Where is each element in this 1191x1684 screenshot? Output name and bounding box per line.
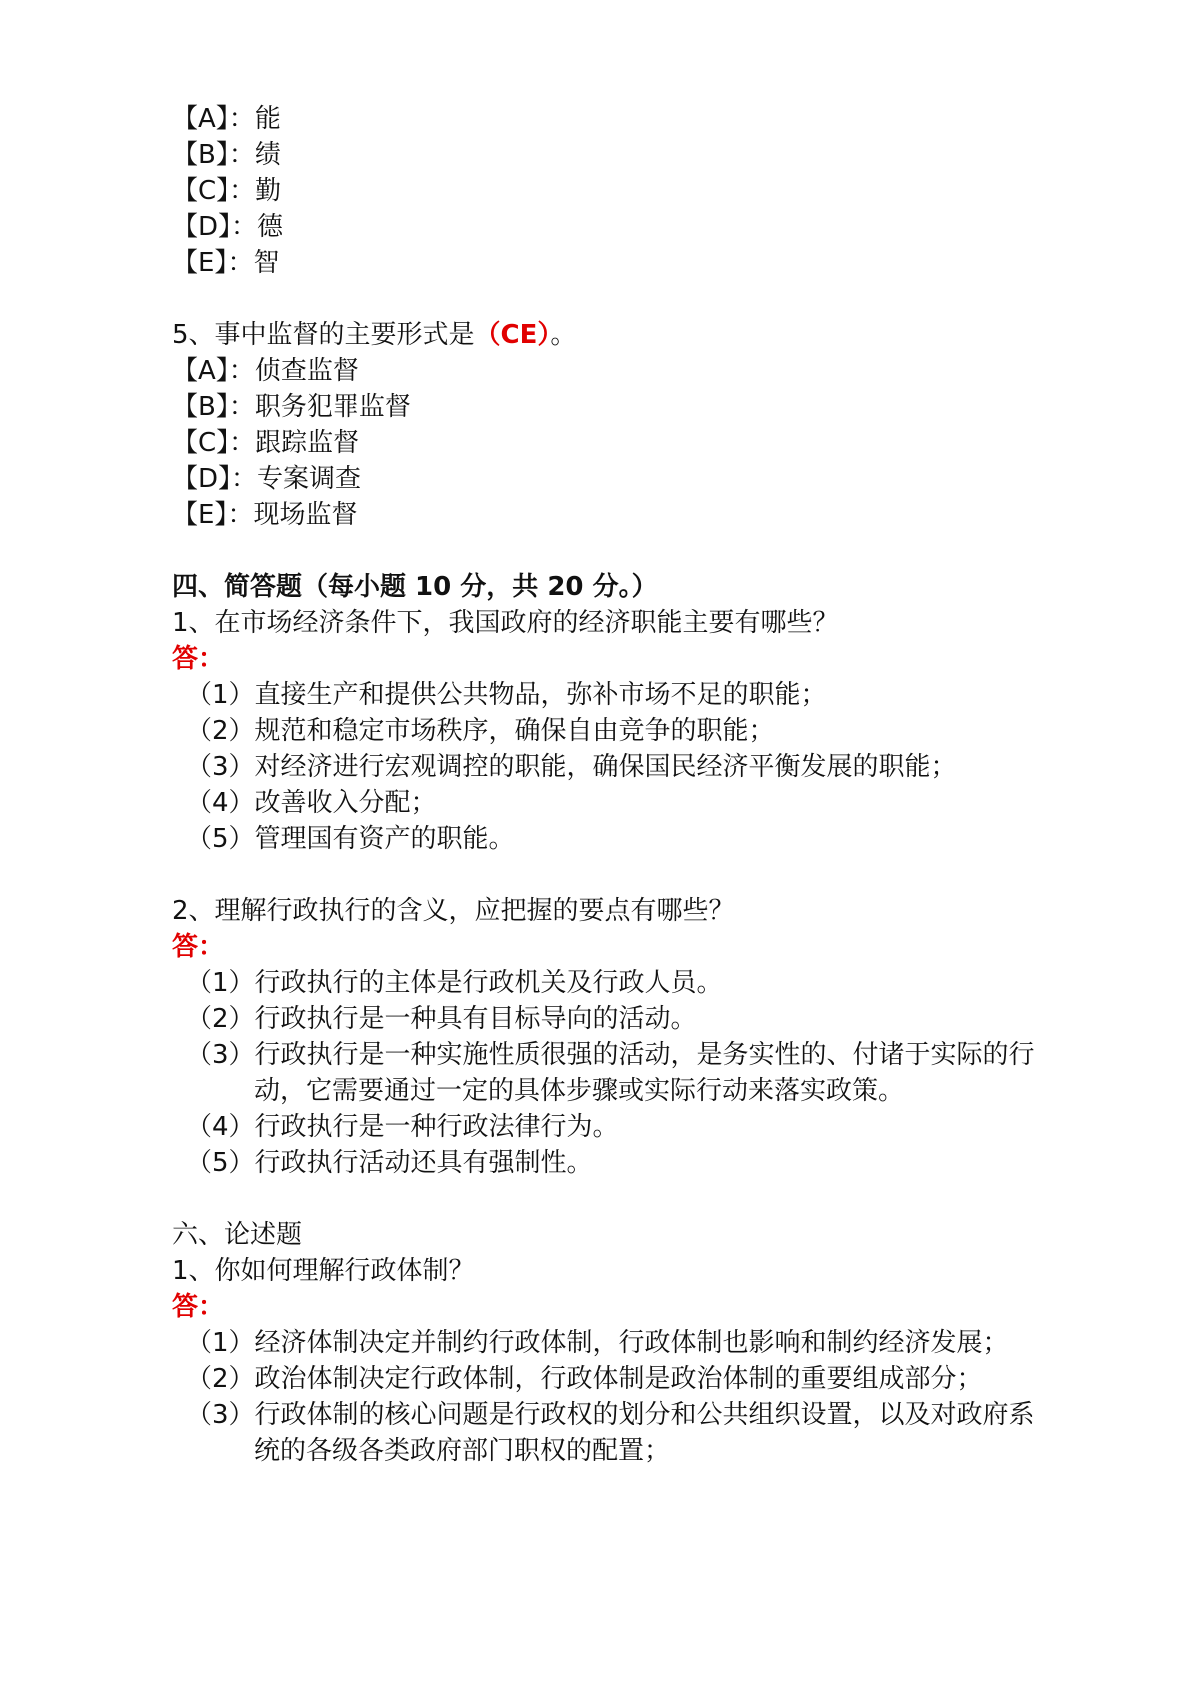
q5-answer: （CE） [474,320,551,350]
s4-q2-item-3: （3）行政执行是一种实施性质很强的活动，是务实性的、付诸于实际的行 [186,1040,1035,1070]
q5-option-e: 【E】：现场监督 [172,500,358,530]
section-6-heading: 六、论述题 [172,1220,303,1250]
s4-q2-item-1: （1）行政执行的主体是行政机关及行政人员。 [186,968,723,998]
s4-q2-item-4: （4）行政执行是一种行政法律行为。 [186,1112,619,1142]
s4-q1-answer-label: 答： [172,644,225,674]
q4-option-b: 【B】：绩 [172,140,281,170]
s6-q1-item-3: （3）行政体制的核心问题是行政权的划分和公共组织设置，以及对政府系 [186,1400,1035,1430]
s4-q2-item-3-continued: 动，它需要通过一定的具体步骤或实际行动来落实政策。 [254,1076,905,1106]
s4-q2-question: 2、理解行政执行的含义，应把握的要点有哪些？ [172,896,735,926]
s4-q2-item-5: （5）行政执行活动还具有强制性。 [186,1148,593,1178]
q5-option-b: 【B】：职务犯罪监督 [172,392,411,422]
s4-q2-item-2: （2）行政执行是一种具有目标导向的活动。 [186,1004,697,1034]
q4-option-c: 【C】：勤 [172,176,282,206]
q4-option-a: 【A】：能 [172,104,281,134]
s4-q1-question: 1、在市场经济条件下，我国政府的经济职能主要有哪些？ [172,608,839,638]
s6-q1-item-3-continued: 统的各级各类政府部门职权的配置； [254,1436,671,1466]
q5-option-c: 【C】：跟踪监督 [172,428,360,458]
s4-q1-item-4: （4）改善收入分配； [186,788,437,818]
q4-option-d: 【D】：德 [172,212,284,242]
s6-q1-answer-label: 答： [172,1292,225,1322]
q5-option-d: 【D】：专案调查 [172,464,362,494]
s4-q1-item-2: （2）规范和稳定市场秩序，确保自由竞争的职能； [186,716,775,746]
s4-q2-answer-label: 答： [172,932,225,962]
s4-q1-item-5: （5）管理国有资产的职能。 [186,824,515,854]
s6-q1-item-1: （1）经济体制决定并制约行政体制，行政体制也影响和制约经济发展； [186,1328,1009,1358]
q5-option-a: 【A】：侦查监督 [172,356,359,386]
q5-question: 5、事中监督的主要形式是（CE）。 [172,320,577,350]
s6-q1-item-2: （2）政治体制决定行政体制，行政体制是政治体制的重要组成部分； [186,1364,983,1394]
s4-q1-item-1: （1）直接生产和提供公共物品，弥补市场不足的职能； [186,680,827,710]
q4-option-e: 【E】：智 [172,248,280,278]
s4-q1-item-3: （3）对经济进行宏观调控的职能，确保国民经济平衡发展的职能； [186,752,957,782]
s6-q1-question: 1、你如何理解行政体制？ [172,1256,475,1286]
section-4-heading: 四、简答题（每小题 10 分，共 20 分。） [172,572,658,602]
